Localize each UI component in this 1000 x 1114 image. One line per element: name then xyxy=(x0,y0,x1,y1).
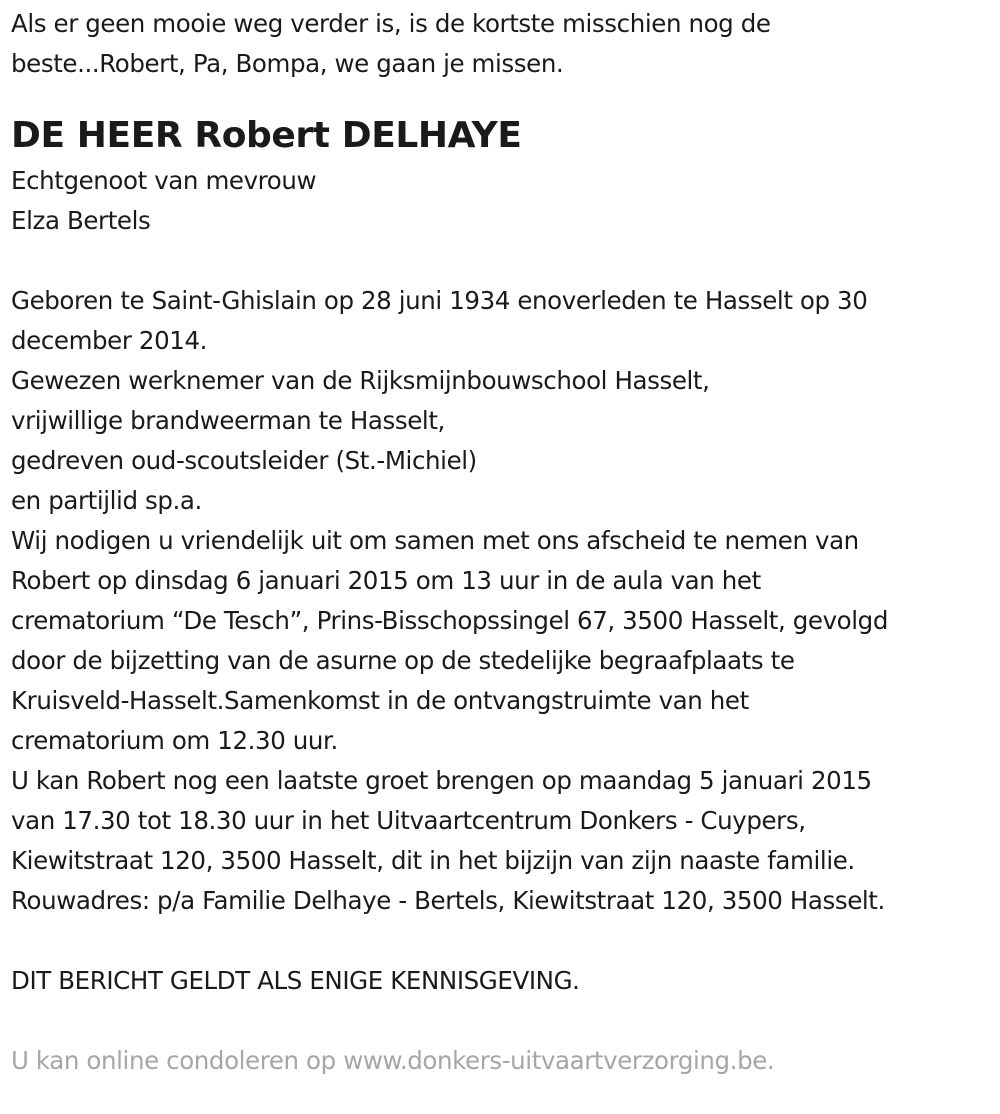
obituary-page xyxy=(0,4,1000,1114)
body-line: U kan Robert nog een laatste groet brengen op maandag 5 januari 2015 xyxy=(11,766,872,795)
notice-statement: DIT BERICHT GELDT ALS ENIGE KENNISGEVING. xyxy=(11,966,580,995)
body-line: en partijlid sp.a. xyxy=(11,486,202,515)
body-line: door de bijzetting van de asurne op de stedelijke begraafplaats te xyxy=(11,646,795,675)
body-line: Robert op dinsdag 6 januari 2015 om 13 uur in de aula van het xyxy=(11,566,761,595)
body-line: vrijwillige brandweerman te Hasselt, xyxy=(11,406,445,435)
spouse-line: Echtgenoot van mevrouw xyxy=(11,166,317,195)
deceased-name: DE HEER Robert DELHAYE xyxy=(11,115,522,156)
body-line: Kruisveld-Hasselt.Samenkomst in de ontvangstruimte van het xyxy=(11,686,749,715)
body-line: december 2014. xyxy=(11,326,208,355)
spouse-info xyxy=(11,161,990,241)
spacer xyxy=(11,921,990,961)
body-line: gedreven oud-scoutsleider (St.-Michiel) xyxy=(11,446,477,475)
intro-line: Als er geen mooie weg verder is, is de kortste misschien nog de xyxy=(11,9,771,38)
obituary-body xyxy=(11,281,990,921)
intro-quote xyxy=(11,4,990,84)
body-line: van 17.30 tot 18.30 uur in het Uitvaartcentrum Donkers - Cuypers, xyxy=(11,806,806,835)
intro-line: beste...Robert, Pa, Bompa, we gaan je missen. xyxy=(11,49,564,78)
spacer xyxy=(11,241,990,281)
online-condolence-note: U kan online condoleren op www.donkers-uitvaartverzorging.be. xyxy=(11,1046,775,1075)
body-line: Rouwadres: p/a Familie Delhaye - Bertels, Kiewitstraat 120, 3500 Hasselt. xyxy=(11,886,885,915)
body-line: Kiewitstraat 120, 3500 Hasselt, dit in het bijzijn van zijn naaste familie. xyxy=(11,846,855,875)
body-line: Gewezen werknemer van de Rijksmijnbouwschool Hasselt, xyxy=(11,366,710,395)
spouse-line: Elza Bertels xyxy=(11,206,151,235)
body-line: crematorium om 12.30 uur. xyxy=(11,726,338,755)
body-line: Wij nodigen u vriendelijk uit om samen met ons afscheid te nemen van xyxy=(11,526,859,555)
body-line: Geboren te Saint-Ghislain op 28 juni 1934 enoverleden te Hasselt op 30 xyxy=(11,286,868,315)
body-line: crematorium “De Tesch”, Prins-Bisschopssingel 67, 3500 Hasselt, gevolgd xyxy=(11,606,888,635)
